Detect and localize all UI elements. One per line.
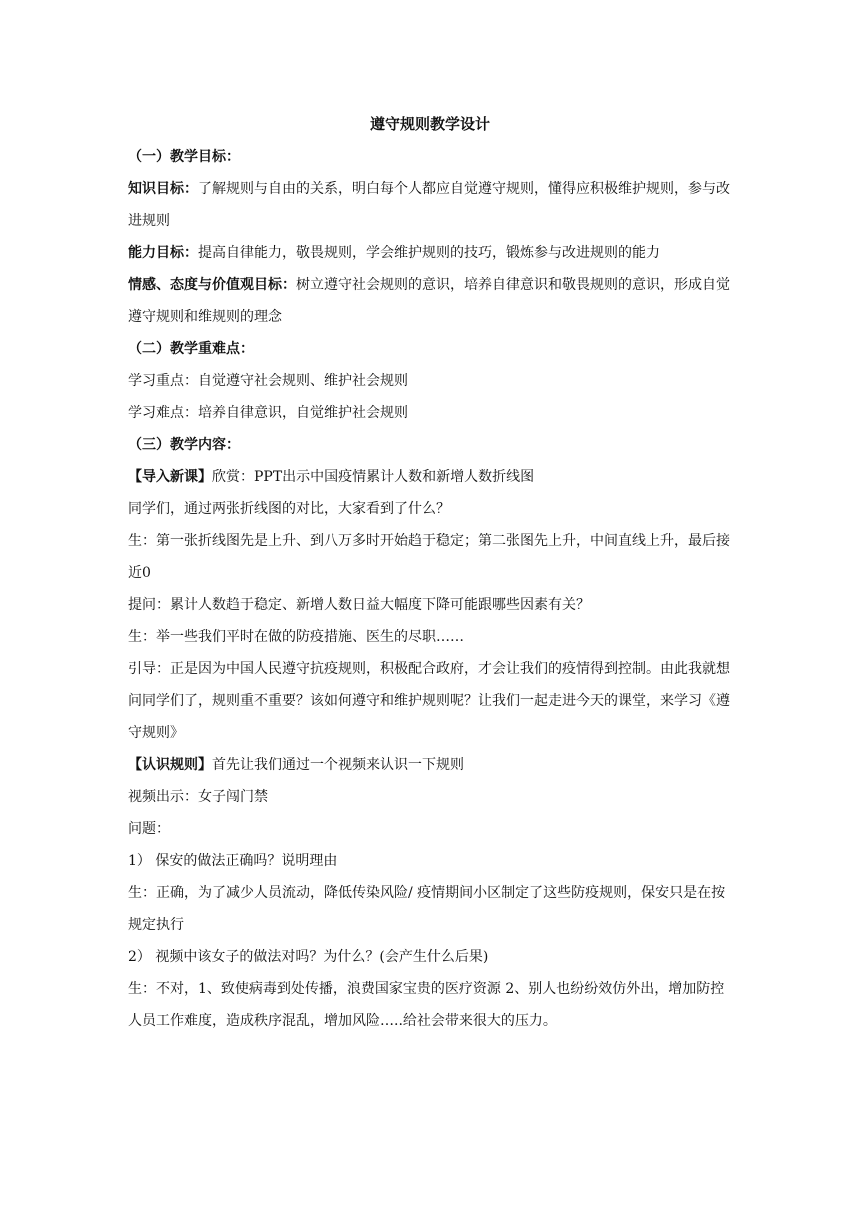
paragraph: 生：不对，1、致使病毒到处传播，浪费国家宝贵的医疗资源 2、别人也纷纷效仿外出，增加防控人员工作难度，造成秩序混乱，增加风险…..给社会带来很大的压力。 [128,981,725,1029]
paragraph [128,461,733,493]
knowledge-goal [128,173,733,237]
emotion-goal-label: 情感、态度与价值观目标： [128,277,296,293]
key-point: 学习重点：自觉遵守社会规则、维护社会规则 [128,373,408,389]
paragraph: 视频出示：女子闯门禁 [128,789,268,805]
ability-goal-text: 提高自律能力，敬畏规则，学会维护规则的技巧，锻炼参与改进规则的能力 [198,245,660,261]
paragraph-label: 【认识规则】 [128,757,212,773]
document-body [128,141,733,1037]
knowledge-goal-label: 知识目标： [128,181,198,197]
paragraph: 提问：累计人数趋于稳定、新增人数日益大幅度下降可能跟哪些因素有关？ [128,597,590,613]
document-title: 遵守规则教学设计 [369,115,490,133]
goals-heading: （一）教学目标： [128,149,240,165]
paragraph: 生：第一张折线图先是上升、到八万多时开始趋于稳定；第二张图先上升，中间直线上升，最后接近0 [128,533,730,581]
knowledge-goal-text: 了解规则与自由的关系，明白每个人都应自觉遵守规则，懂得应积极维护规则，参与改进规则 [128,181,730,229]
paragraph: 生：举一些我们平时在做的防疫措施、医生的尽职…… [128,629,464,645]
emotion-goal-text: 树立遵守社会规则的意识，培养自律意识和敬畏规则的意识，形成自觉遵守规则和维规则的理念 [128,277,730,325]
content-heading: （三）教学内容： [128,437,240,453]
paragraph: 问题： [128,821,170,837]
paragraph: 生：正确，为了减少人员流动，降低传染风险/ 疫情期间小区制定了这些防疫规则，保安只是在按规定执行 [128,885,726,933]
paragraph-text: 欣赏：PPT出示中国疫情累计人数和新增人数折线图 [212,469,535,485]
paragraph: 同学们，通过两张折线图的对比，大家看到了什么？ [128,501,450,517]
paragraph: 1） 保安的做法正确吗？说明理由 [128,853,338,869]
difficult-point: 学习难点：培养自律意识，自觉维护社会规则 [128,405,408,421]
ability-goal-label: 能力目标： [128,245,198,261]
paragraph: 2） 视频中该女子的做法对吗？为什么？(会产生什么后果) [128,949,489,965]
emotion-goal [128,269,733,333]
key-points-heading: （二）教学重难点： [128,341,254,357]
paragraph-text: 首先让我们通过一个视频来认识一下规则 [212,757,464,773]
ability-goal [128,237,733,269]
paragraph [128,749,733,781]
paragraph: 引导：正是因为中国人民遵守抗疫规则，积极配合政府，才会让我们的疫情得到控制。由此我就想问同学们了，规则重不重要？该如何遵守和维护规则呢？让我们一起走进今天的课堂，来学习《遵守规则》 [128,661,730,741]
paragraph-label: 【导入新课】 [128,469,212,485]
